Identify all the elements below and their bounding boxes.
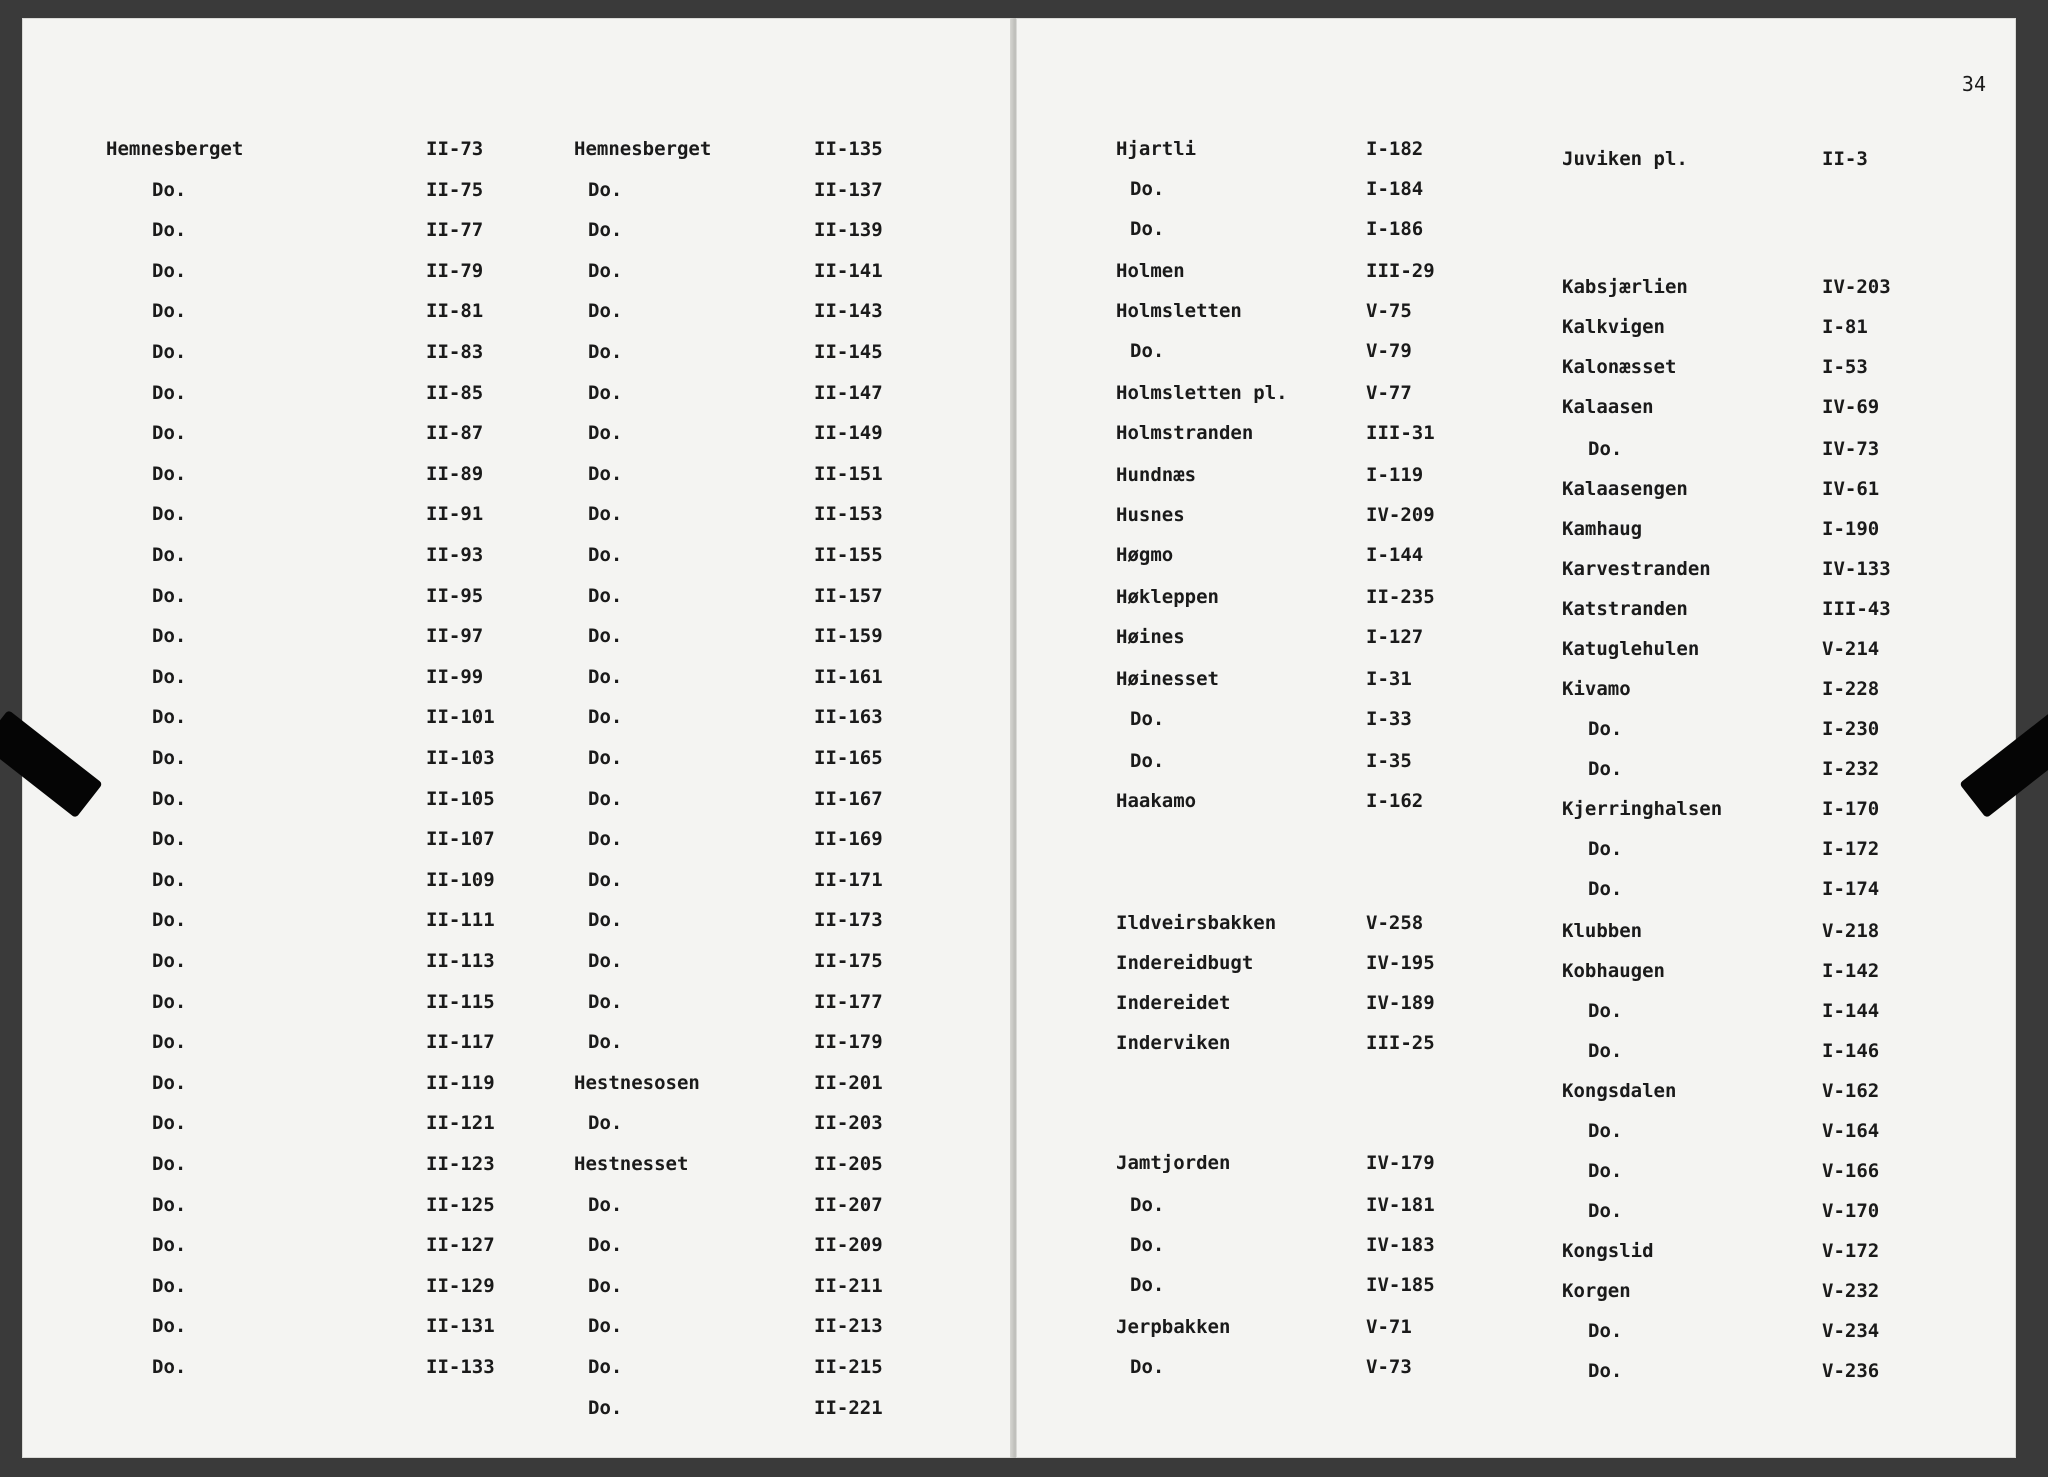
- place-name: Høines: [1116, 626, 1185, 648]
- volume-page-ref: II-209: [814, 1234, 883, 1256]
- place-name: Do.: [152, 260, 187, 282]
- volume-page-ref: II-113: [426, 950, 495, 972]
- volume-page-ref: V-162: [1822, 1080, 1880, 1102]
- place-name: Do.: [588, 1356, 623, 1378]
- place-name: Do.: [588, 909, 623, 931]
- place-name: Hemnesberget: [106, 138, 244, 160]
- volume-page-ref: IV-209: [1366, 504, 1435, 526]
- place-name: Do.: [152, 1112, 187, 1134]
- place-name: Do.: [588, 585, 623, 607]
- place-name: Do.: [588, 1275, 623, 1297]
- volume-page-ref: III-43: [1822, 598, 1891, 620]
- volume-page-ref: II-163: [814, 706, 883, 728]
- volume-page-ref: II-165: [814, 747, 883, 769]
- volume-page-ref: II-109: [426, 869, 495, 891]
- place-name: Kalaasen: [1562, 396, 1654, 418]
- place-name: Do.: [588, 544, 623, 566]
- volume-page-ref: II-155: [814, 544, 883, 566]
- volume-page-ref: II-235: [1366, 586, 1435, 608]
- volume-page-ref: II-201: [814, 1072, 883, 1094]
- volume-page-ref: II-117: [426, 1031, 495, 1053]
- volume-page-ref: II-207: [814, 1194, 883, 1216]
- volume-page-ref: I-144: [1366, 544, 1424, 566]
- volume-page-ref: II-101: [426, 706, 495, 728]
- place-name: Do.: [152, 341, 187, 363]
- volume-page-ref: I-31: [1366, 668, 1412, 690]
- volume-page-ref: IV-203: [1822, 276, 1891, 298]
- place-name: Do.: [152, 1194, 187, 1216]
- volume-page-ref: II-205: [814, 1153, 883, 1175]
- volume-page-ref: II-159: [814, 625, 883, 647]
- place-name: Do.: [152, 950, 187, 972]
- place-name: Do.: [1588, 1160, 1623, 1182]
- volume-page-ref: II-145: [814, 341, 883, 363]
- place-name: Hestnesset: [574, 1153, 689, 1175]
- volume-page-ref: II-175: [814, 950, 883, 972]
- place-name: Do.: [588, 1194, 623, 1216]
- place-name: Do.: [588, 625, 623, 647]
- volume-page-ref: IV-181: [1366, 1194, 1435, 1216]
- volume-page-ref: III-31: [1366, 422, 1435, 444]
- place-name: Do.: [1588, 758, 1623, 780]
- volume-page-ref: II-139: [814, 219, 883, 241]
- volume-page-ref: I-35: [1366, 750, 1412, 772]
- place-name: Do.: [1588, 1360, 1623, 1382]
- place-name: Katstranden: [1562, 598, 1688, 620]
- place-name: Do.: [1130, 218, 1165, 240]
- place-name: Do.: [152, 1031, 187, 1053]
- volume-page-ref: V-166: [1822, 1160, 1880, 1182]
- volume-page-ref: IV-185: [1366, 1274, 1435, 1296]
- volume-page-ref: IV-69: [1822, 396, 1880, 418]
- volume-page-ref: II-75: [426, 179, 484, 201]
- volume-page-ref: II-107: [426, 828, 495, 850]
- volume-page-ref: I-33: [1366, 708, 1412, 730]
- place-name: Kalonæsset: [1562, 356, 1677, 378]
- volume-page-ref: IV-133: [1822, 558, 1891, 580]
- place-name: Do.: [588, 463, 623, 485]
- place-name: Do.: [152, 1234, 187, 1256]
- volume-page-ref: II-173: [814, 909, 883, 931]
- volume-page-ref: V-258: [1366, 912, 1424, 934]
- volume-page-ref: II-211: [814, 1275, 883, 1297]
- volume-page-ref: IV-179: [1366, 1152, 1435, 1174]
- place-name: Juviken pl.: [1562, 148, 1688, 170]
- volume-page-ref: V-234: [1822, 1320, 1880, 1342]
- place-name: Do.: [588, 1031, 623, 1053]
- volume-page-ref: II-167: [814, 788, 883, 810]
- place-name: Do.: [1588, 838, 1623, 860]
- place-name: Do.: [588, 219, 623, 241]
- place-name: Hestnesosen: [574, 1072, 700, 1094]
- volume-page-ref: IV-195: [1366, 952, 1435, 974]
- volume-page-ref: II-153: [814, 503, 883, 525]
- place-name: Do.: [588, 950, 623, 972]
- place-name: Do.: [588, 341, 623, 363]
- place-name: Jamtjorden: [1116, 1152, 1231, 1174]
- volume-page-ref: I-127: [1366, 626, 1424, 648]
- volume-page-ref: I-53: [1822, 356, 1868, 378]
- volume-page-ref: II-95: [426, 585, 484, 607]
- volume-page-ref: II-143: [814, 300, 883, 322]
- place-name: Do.: [588, 503, 623, 525]
- volume-page-ref: II-133: [426, 1356, 495, 1378]
- place-name: Katuglehulen: [1562, 638, 1700, 660]
- place-name: Do.: [152, 1356, 187, 1378]
- place-name: Holmsletten pl.: [1116, 382, 1288, 404]
- volume-page-ref: I-81: [1822, 316, 1868, 338]
- volume-page-ref: II-161: [814, 666, 883, 688]
- volume-page-ref: III-29: [1366, 260, 1435, 282]
- volume-page-ref: II-81: [426, 300, 484, 322]
- volume-page-ref: II-77: [426, 219, 484, 241]
- place-name: Kalkvigen: [1562, 316, 1665, 338]
- place-name: Holmen: [1116, 260, 1185, 282]
- place-name: Hundnæs: [1116, 464, 1197, 486]
- volume-page-ref: II-125: [426, 1194, 495, 1216]
- place-name: Do.: [152, 666, 187, 688]
- place-name: Do.: [588, 788, 623, 810]
- place-name: Do.: [1588, 878, 1623, 900]
- place-name: Do.: [152, 219, 187, 241]
- volume-page-ref: V-75: [1366, 300, 1412, 322]
- place-name: Do.: [588, 382, 623, 404]
- volume-page-ref: II-149: [814, 422, 883, 444]
- place-name: Do.: [588, 260, 623, 282]
- volume-page-ref: II-89: [426, 463, 484, 485]
- place-name: Do.: [1130, 1194, 1165, 1216]
- volume-page-ref: IV-189: [1366, 992, 1435, 1014]
- place-name: Do.: [1588, 1120, 1623, 1142]
- volume-page-ref: II-91: [426, 503, 484, 525]
- volume-page-ref: II-115: [426, 991, 495, 1013]
- place-name: Do.: [1588, 1040, 1623, 1062]
- volume-page-ref: II-121: [426, 1112, 495, 1134]
- place-name: Do.: [152, 544, 187, 566]
- place-name: Do.: [152, 991, 187, 1013]
- volume-page-ref: I-146: [1822, 1040, 1880, 1062]
- place-name: Do.: [1130, 750, 1165, 772]
- place-name: Do.: [588, 706, 623, 728]
- place-name: Do.: [152, 747, 187, 769]
- place-name: Klubben: [1562, 920, 1643, 942]
- place-name: Do.: [1588, 438, 1623, 460]
- place-name: Do.: [152, 503, 187, 525]
- place-name: Korgen: [1562, 1280, 1631, 1302]
- volume-page-ref: II-3: [1822, 148, 1868, 170]
- volume-page-ref: I-232: [1822, 758, 1880, 780]
- place-name: Do.: [588, 828, 623, 850]
- place-name: Do.: [588, 1112, 623, 1134]
- volume-page-ref: V-236: [1822, 1360, 1880, 1382]
- place-name: Holmsletten: [1116, 300, 1242, 322]
- place-name: Inderviken: [1116, 1032, 1231, 1054]
- place-name: Do.: [588, 1397, 623, 1419]
- place-name: Do.: [588, 1234, 623, 1256]
- place-name: Do.: [152, 463, 187, 485]
- volume-page-ref: IV-61: [1822, 478, 1880, 500]
- volume-page-ref: II-103: [426, 747, 495, 769]
- volume-page-ref: II-93: [426, 544, 484, 566]
- volume-page-ref: I-182: [1366, 138, 1424, 160]
- place-name: Kalaasengen: [1562, 478, 1688, 500]
- volume-page-ref: IV-183: [1366, 1234, 1435, 1256]
- place-name: Do.: [1588, 1000, 1623, 1022]
- place-name: Ildveirsbakken: [1116, 912, 1277, 934]
- place-name: Do.: [152, 1315, 187, 1337]
- place-name: Do.: [152, 179, 187, 201]
- place-name: Haakamo: [1116, 790, 1197, 812]
- volume-page-ref: I-144: [1822, 1000, 1880, 1022]
- place-name: Do.: [588, 300, 623, 322]
- volume-page-ref: V-164: [1822, 1120, 1880, 1142]
- volume-page-ref: V-172: [1822, 1240, 1880, 1262]
- place-name: Do.: [152, 1072, 187, 1094]
- place-name: Do.: [152, 382, 187, 404]
- volume-page-ref: II-157: [814, 585, 883, 607]
- place-name: Do.: [1130, 1274, 1165, 1296]
- volume-page-ref: II-171: [814, 869, 883, 891]
- volume-page-ref: II-123: [426, 1153, 495, 1175]
- place-name: Do.: [1588, 1320, 1623, 1342]
- volume-page-ref: I-162: [1366, 790, 1424, 812]
- volume-page-ref: I-228: [1822, 678, 1880, 700]
- place-name: Hjartli: [1116, 138, 1197, 160]
- place-name: Kongsdalen: [1562, 1080, 1677, 1102]
- volume-page-ref: II-105: [426, 788, 495, 810]
- volume-page-ref: V-79: [1366, 340, 1412, 362]
- volume-page-ref: I-230: [1822, 718, 1880, 740]
- place-name: Do.: [588, 869, 623, 891]
- volume-page-ref: II-135: [814, 138, 883, 160]
- place-name: Do.: [152, 625, 187, 647]
- place-name: Do.: [152, 585, 187, 607]
- place-name: Do.: [588, 179, 623, 201]
- place-name: Do.: [152, 300, 187, 322]
- place-name: Do.: [1130, 178, 1165, 200]
- volume-page-ref: II-129: [426, 1275, 495, 1297]
- place-name: Hemnesberget: [574, 138, 712, 160]
- place-name: Kamhaug: [1562, 518, 1643, 540]
- volume-page-ref: I-119: [1366, 464, 1424, 486]
- volume-page-ref: II-87: [426, 422, 484, 444]
- place-name: Indereidet: [1116, 992, 1231, 1014]
- volume-page-ref: II-137: [814, 179, 883, 201]
- volume-page-ref: II-131: [426, 1315, 495, 1337]
- place-name: Høinesset: [1116, 668, 1219, 690]
- volume-page-ref: I-170: [1822, 798, 1880, 820]
- volume-page-ref: II-111: [426, 909, 495, 931]
- place-name: Do.: [152, 1153, 187, 1175]
- place-name: Holmstranden: [1116, 422, 1254, 444]
- place-name: Do.: [1130, 340, 1165, 362]
- volume-page-ref: II-127: [426, 1234, 495, 1256]
- place-name: Do.: [152, 909, 187, 931]
- volume-page-ref: II-141: [814, 260, 883, 282]
- volume-page-ref: II-83: [426, 341, 484, 363]
- volume-page-ref: II-79: [426, 260, 484, 282]
- volume-page-ref: V-73: [1366, 1356, 1412, 1378]
- place-name: Do.: [152, 788, 187, 810]
- volume-page-ref: V-170: [1822, 1200, 1880, 1222]
- volume-page-ref: I-190: [1822, 518, 1880, 540]
- place-name: Kivamo: [1562, 678, 1631, 700]
- volume-page-ref: I-142: [1822, 960, 1880, 982]
- volume-page-ref: I-172: [1822, 838, 1880, 860]
- place-name: Do.: [1588, 1200, 1623, 1222]
- volume-page-ref: II-215: [814, 1356, 883, 1378]
- place-name: Do.: [588, 666, 623, 688]
- place-name: Do.: [588, 1315, 623, 1337]
- place-name: Høgmo: [1116, 544, 1174, 566]
- page-number: 34: [1961, 72, 1986, 96]
- place-name: Do.: [152, 422, 187, 444]
- volume-page-ref: II-119: [426, 1072, 495, 1094]
- place-name: Do.: [1130, 708, 1165, 730]
- volume-page-ref: II-85: [426, 382, 484, 404]
- volume-page-ref: V-232: [1822, 1280, 1880, 1302]
- volume-page-ref: II-221: [814, 1397, 883, 1419]
- place-name: Do.: [588, 422, 623, 444]
- place-name: Høkleppen: [1116, 586, 1219, 608]
- volume-page-ref: II-151: [814, 463, 883, 485]
- place-name: Do.: [1130, 1356, 1165, 1378]
- place-name: Husnes: [1116, 504, 1185, 526]
- place-name: Kobhaugen: [1562, 960, 1665, 982]
- place-name: Karvestranden: [1562, 558, 1711, 580]
- volume-page-ref: II-169: [814, 828, 883, 850]
- place-name: Do.: [588, 747, 623, 769]
- place-name: Kabsjærlien: [1562, 276, 1688, 298]
- volume-page-ref: II-147: [814, 382, 883, 404]
- volume-page-ref: V-218: [1822, 920, 1880, 942]
- volume-page-ref: II-179: [814, 1031, 883, 1053]
- volume-page-ref: V-71: [1366, 1316, 1412, 1338]
- place-name: Do.: [1130, 1234, 1165, 1256]
- place-name: Indereidbugt: [1116, 952, 1254, 974]
- volume-page-ref: II-97: [426, 625, 484, 647]
- volume-page-ref: III-25: [1366, 1032, 1435, 1054]
- place-name: Do.: [152, 706, 187, 728]
- volume-page-ref: V-77: [1366, 382, 1412, 404]
- volume-page-ref: II-177: [814, 991, 883, 1013]
- place-name: Kjerringhalsen: [1562, 798, 1723, 820]
- volume-page-ref: II-73: [426, 138, 484, 160]
- place-name: Jerpbakken: [1116, 1316, 1231, 1338]
- place-name: Do.: [152, 869, 187, 891]
- volume-page-ref: V-214: [1822, 638, 1880, 660]
- volume-page-ref: IV-73: [1822, 438, 1880, 460]
- place-name: Do.: [1588, 718, 1623, 740]
- volume-page-ref: I-174: [1822, 878, 1880, 900]
- place-name: Do.: [152, 828, 187, 850]
- volume-page-ref: I-186: [1366, 218, 1424, 240]
- place-name: Kongslid: [1562, 1240, 1654, 1262]
- volume-page-ref: II-213: [814, 1315, 883, 1337]
- volume-page-ref: II-99: [426, 666, 484, 688]
- place-name: Do.: [588, 991, 623, 1013]
- volume-page-ref: I-184: [1366, 178, 1424, 200]
- volume-page-ref: II-203: [814, 1112, 883, 1134]
- place-name: Do.: [152, 1275, 187, 1297]
